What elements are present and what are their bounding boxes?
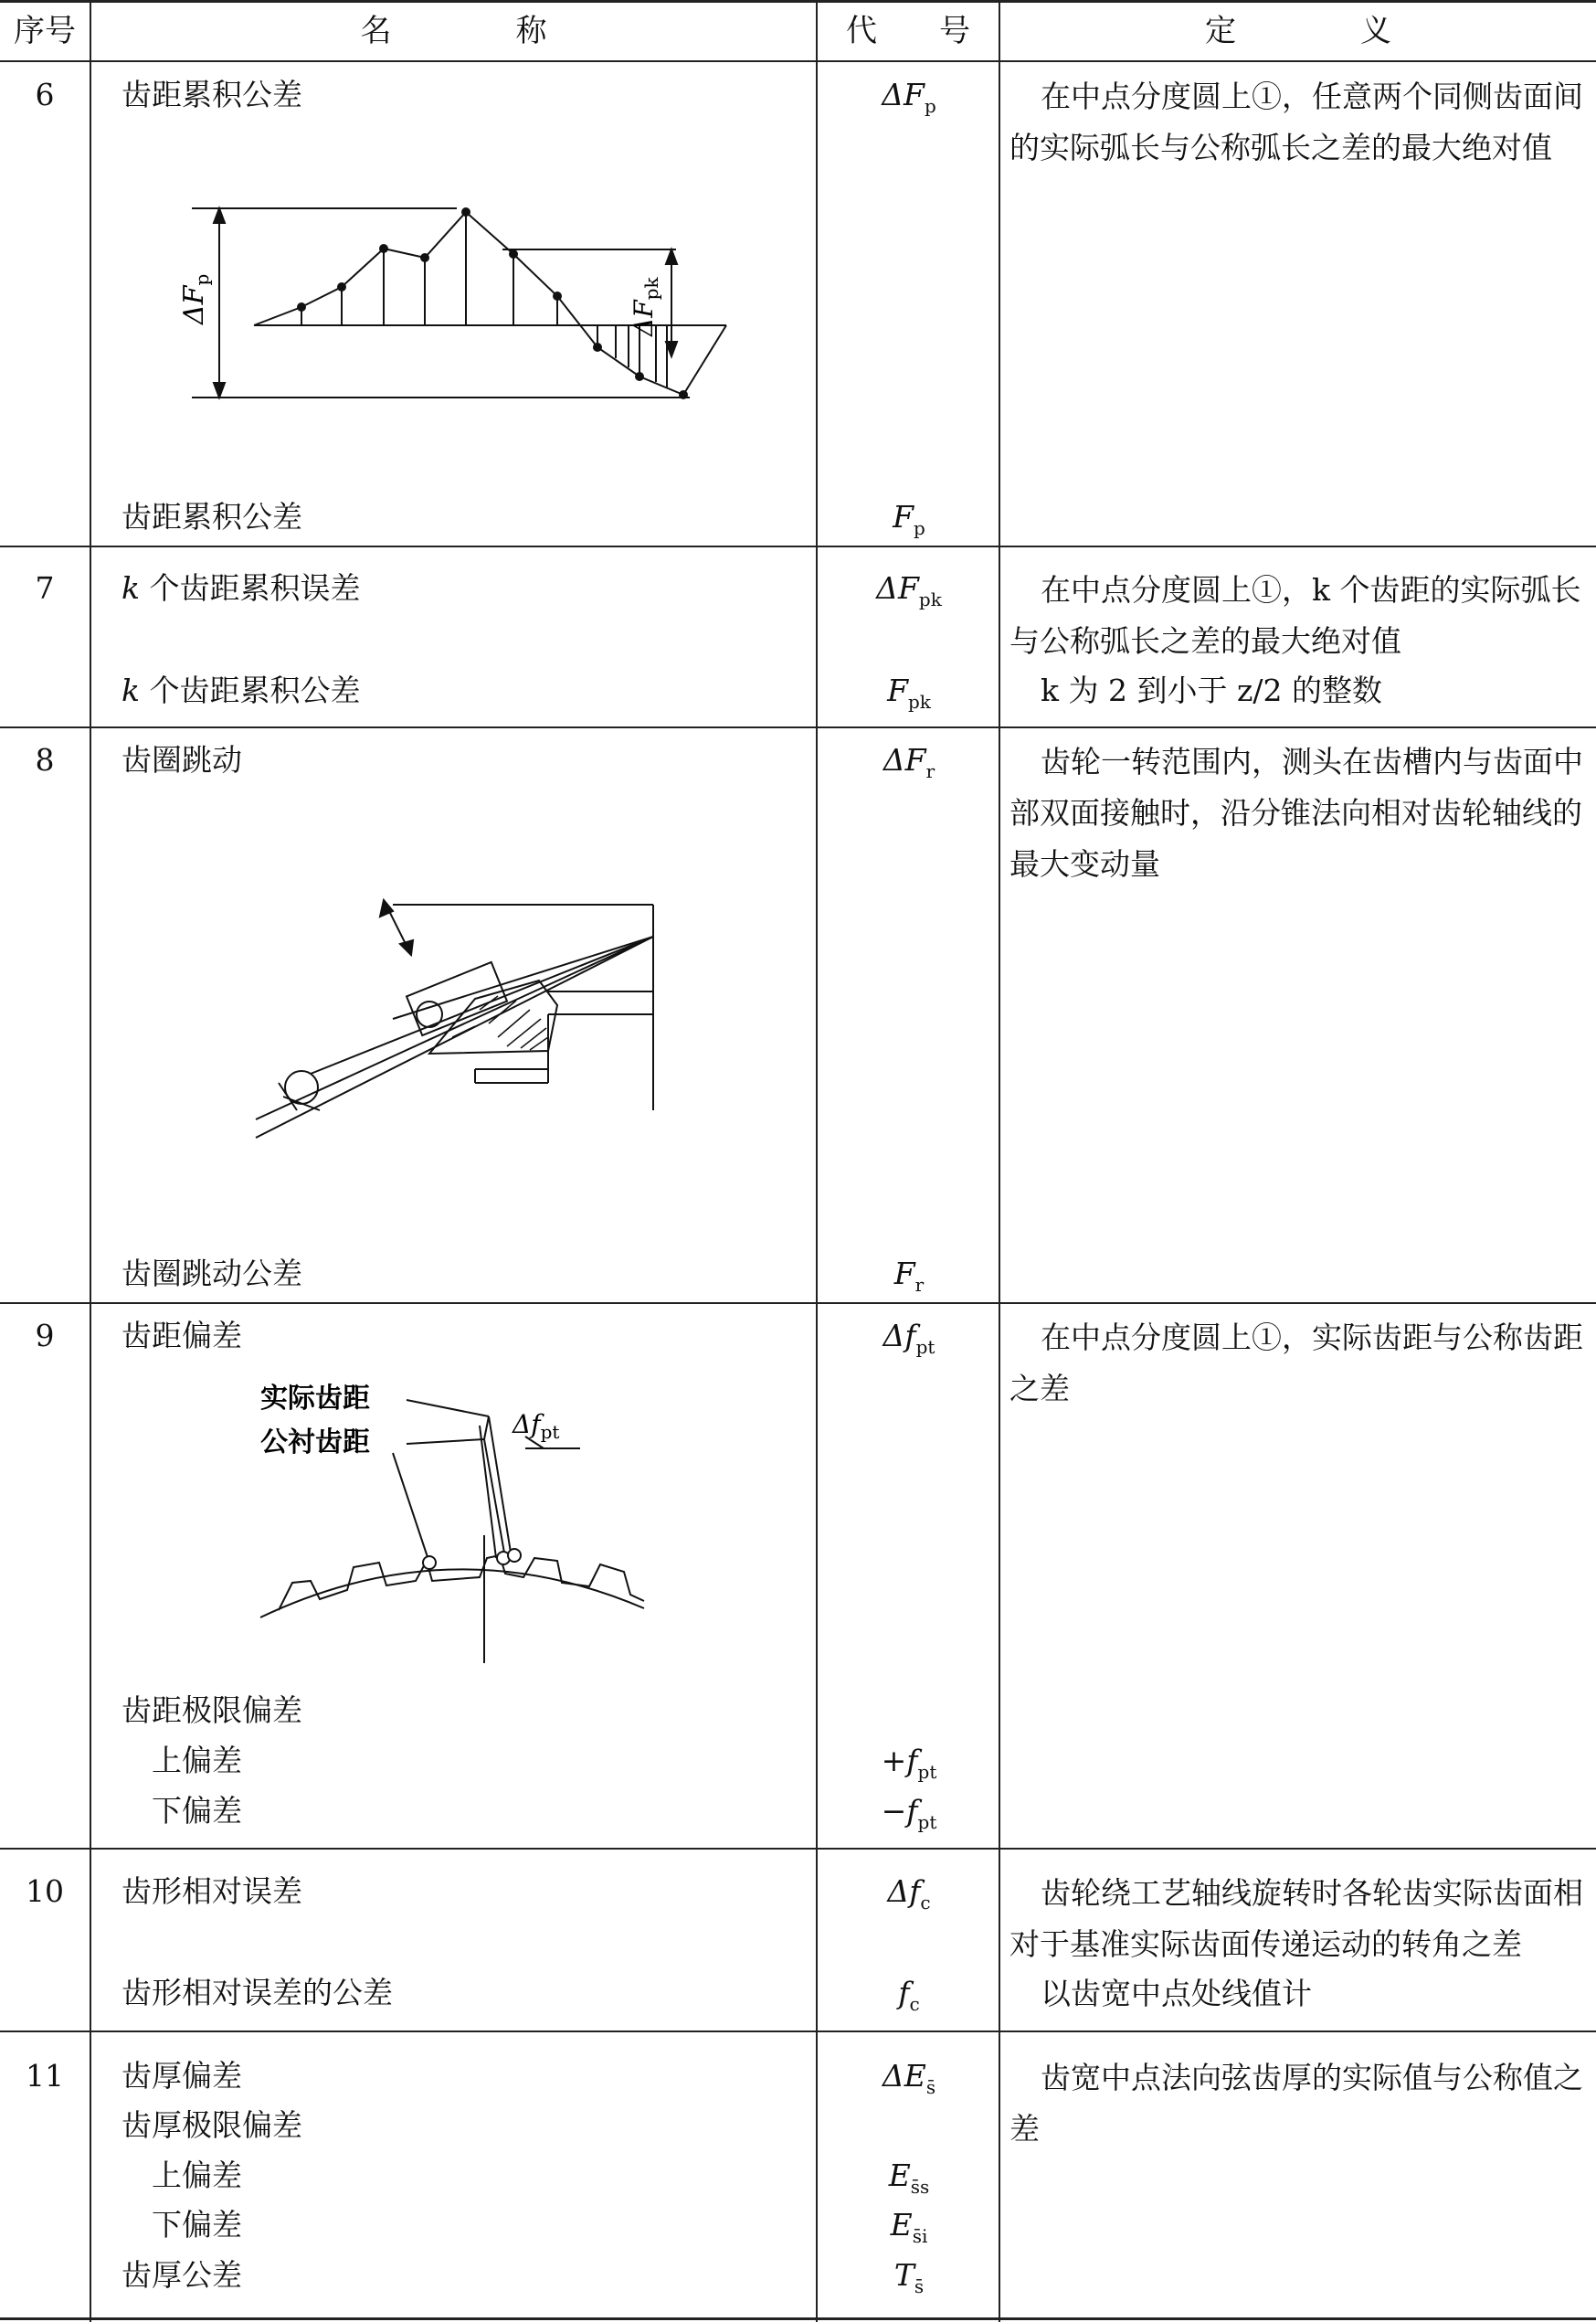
row-name-limit-deviation: 齿厚极限偏差 [122, 2107, 302, 2143]
row-code-upper-deviation: $+f_{pt}$ [881, 1743, 937, 1783]
row-code-lower-deviation: $-f_{pt}$ [881, 1793, 937, 1833]
row-code: $\Delta F_r$ [883, 742, 935, 782]
row-name-lower-deviation: 下偏差 [152, 1793, 242, 1829]
row-number: 9 [35, 1318, 55, 1353]
table-rule [0, 1848, 1596, 1850]
row-name-upper-deviation: 上偏差 [152, 1743, 242, 1778]
header-name: 名 称 [360, 13, 547, 49]
row-code: $\Delta F_{pk}$ [876, 570, 942, 610]
row-code-tolerance: $F_{pk}$ [887, 673, 931, 713]
row-number: 6 [35, 77, 55, 112]
row-definition: 齿轮绕工艺轴线旋转时各轮齿实际齿面相对于基准实际齿面传递运动的转角之差 [1009, 1875, 1583, 1962]
row-definition: 在中点分度圆上①，任意两个同侧齿面间的实际弧长与公称弧长之差的最大绝对值 [1009, 79, 1583, 165]
row-number: 10 [26, 1873, 64, 1909]
row-name-tolerance: k 个齿距累积公差 [122, 673, 361, 708]
header-no: 序号 [14, 13, 76, 49]
table-rule [0, 1302, 1596, 1304]
fig-label-nominal-pitch: 公衬齿距 [260, 1426, 370, 1458]
header-def: 定 义 [1205, 13, 1391, 49]
row-code-lower-deviation: $E_{s̄i}$ [890, 2207, 928, 2247]
row-code-tolerance: $F_p$ [893, 499, 925, 539]
row-number: 8 [35, 742, 55, 778]
row-code: $\Delta f_c$ [887, 1873, 931, 1914]
row-code-tolerance: $F_r$ [893, 1256, 925, 1296]
column-divider [999, 0, 1000, 2322]
table-rule [0, 2030, 1596, 2032]
row-name-lower-deviation: 下偏差 [152, 2207, 242, 2242]
column-divider [816, 0, 818, 2322]
row-definition: 齿轮一转范围内，测头在齿槽内与齿面中部双面接触时，沿分锥法向相对齿轮轴线的最大变动量 [1009, 744, 1583, 882]
row-number: 11 [26, 2058, 64, 2094]
table-rule-bottom [0, 2317, 1596, 2320]
table-rule-top [0, 0, 1596, 3]
row-code: $\Delta F_p$ [882, 77, 936, 117]
table-rule-header [0, 60, 1596, 62]
pitch-deviation-diagram [260, 1371, 662, 1663]
row-definition: 在中点分度圆上①，实际齿距与公称齿距之差 [1009, 1320, 1583, 1406]
runout-measurement-diagram [256, 891, 676, 1138]
row-note: k 为 2 到小于 z/2 的整数 [1041, 673, 1382, 708]
row-name: 齿距累积公差 [122, 77, 302, 112]
table-rule [0, 726, 1596, 728]
row-name: k 个齿距累积误差 [122, 570, 361, 606]
row-name-tolerance: 齿形相对误差的公差 [122, 1975, 393, 2010]
row-name: 齿形相对误差 [122, 1873, 302, 1909]
row-name-thickness-tolerance: 齿厚公差 [122, 2257, 242, 2293]
row-code-thickness-tolerance: $T_{s̄}$ [893, 2257, 925, 2297]
row-definition: 在中点分度圆上①，k 个齿距的实际弧长与公称弧长之差的最大绝对值 [1009, 572, 1581, 659]
row-name-limit-deviation: 齿距极限偏差 [122, 1692, 302, 1728]
row-name-tolerance: 齿圈跳动公差 [122, 1256, 302, 1291]
column-divider [90, 0, 91, 2322]
row-number: 7 [35, 570, 55, 606]
row-note: 以齿宽中点处线值计 [1041, 1976, 1312, 2011]
row-name-upper-deviation: 上偏差 [152, 2158, 242, 2193]
row-definition: 齿宽中点法向弦齿厚的实际值与公称值之差 [1009, 2060, 1583, 2147]
row-code: $\Delta E_{s̄}$ [882, 2058, 936, 2098]
fig-label-delta-fpk: $\Delta F_{pk}$ [629, 277, 662, 336]
row-name: 齿厚偏差 [122, 2058, 242, 2094]
fig-label-actual-pitch: 实际齿距 [260, 1383, 370, 1415]
table-rule [0, 546, 1596, 547]
fig-label-delta-fpt: $\Delta f_{pt}$ [513, 1409, 560, 1443]
cumulative-pitch-error-diagram [178, 201, 749, 411]
fig-label-delta-fp: $\Delta F_p$ [178, 273, 213, 324]
row-code-tolerance: $f_c$ [898, 1975, 920, 2015]
row-code-upper-deviation: $E_{s̄s}$ [888, 2158, 930, 2198]
row-name: 齿圈跳动 [122, 742, 242, 778]
row-code: $\Delta f_{pt}$ [883, 1318, 935, 1358]
row-name-tolerance: 齿距累积公差 [122, 499, 302, 535]
header-code: 代 号 [846, 13, 970, 49]
row-name: 齿距偏差 [122, 1318, 242, 1353]
